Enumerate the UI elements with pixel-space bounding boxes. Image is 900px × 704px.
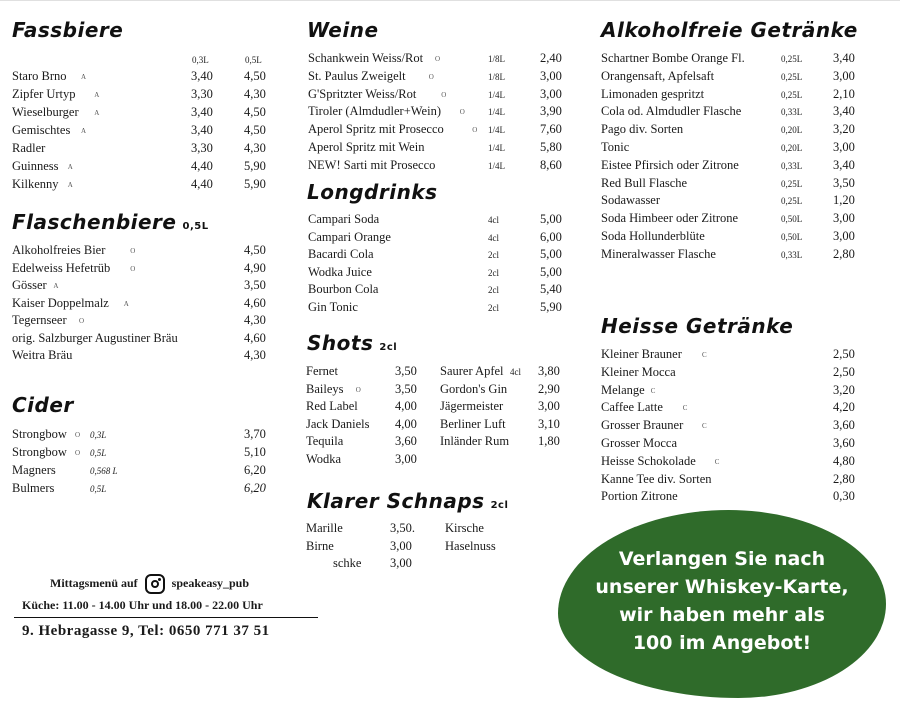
price-0-5l: 5,90 xyxy=(244,159,266,173)
shots-row xyxy=(440,399,565,417)
price: 6,20 xyxy=(244,463,266,477)
item-name: Jägermeister xyxy=(440,399,504,414)
size: 0,50L xyxy=(781,232,803,242)
item-name: Schartner Bombe Orange Fl. xyxy=(601,51,745,65)
alkoholfrei-row xyxy=(601,122,861,140)
alkoholfrei-row xyxy=(601,229,861,247)
item-name: schke xyxy=(333,556,362,571)
price: 3,40 xyxy=(833,157,855,172)
alkoholfrei-row xyxy=(601,140,861,158)
address-phone: 9. Hebragasse 9, Tel: 0650 771 37 51 xyxy=(22,623,270,639)
price: 1,80 xyxy=(538,434,560,449)
size: 4cl xyxy=(488,215,499,225)
weine-title: Weine xyxy=(307,18,379,42)
heisse-row xyxy=(601,454,861,472)
price-0-3l: 3,30 xyxy=(191,141,213,155)
item-name: Magners xyxy=(12,463,56,477)
item-name: Tonic xyxy=(601,140,630,154)
price-0-3l: 3,40 xyxy=(191,105,213,119)
price: 3,00 xyxy=(833,68,855,83)
top-border xyxy=(0,0,900,1)
price-0-3l: 3,40 xyxy=(191,123,213,137)
price: 3,60 xyxy=(395,434,417,449)
allergen-mark: O xyxy=(130,247,136,255)
item-name: Mineralwasser Flasche xyxy=(601,246,716,261)
flaschenbiere-row xyxy=(12,243,272,261)
price: 3,00 xyxy=(540,68,562,83)
price: 3,80 xyxy=(538,364,560,378)
price: 3,60 xyxy=(833,436,855,450)
item-name: Bacardi Cola xyxy=(308,247,374,262)
item-name: Heisse Schokolade xyxy=(601,453,696,468)
allergen-mark: C xyxy=(702,351,707,359)
flaschenbiere-row xyxy=(12,278,272,296)
item-name: Soda Himbeer oder Zitrone xyxy=(601,211,739,226)
shots-row xyxy=(306,452,421,470)
price: 3,00 xyxy=(833,140,855,154)
shots-row xyxy=(440,434,565,452)
item-name: Wodka Juice xyxy=(308,264,372,279)
shots-row xyxy=(440,364,565,382)
allergen-mark: O xyxy=(428,72,434,81)
size: 1/8L xyxy=(488,71,505,82)
cider-row xyxy=(12,427,272,445)
allergen-mark: A xyxy=(94,91,100,99)
price: 2,50 xyxy=(833,364,855,379)
size: 0,25L xyxy=(781,71,803,82)
price-0-5l: 4,50 xyxy=(244,123,266,137)
price: 4,60 xyxy=(244,330,266,345)
price: 3,70 xyxy=(244,427,266,441)
item-name: Orangensaft, Apfelsaft xyxy=(601,68,715,83)
item-name: Soda Hollunderblüte xyxy=(601,229,705,243)
alkoholfrei-row xyxy=(601,247,861,265)
price: 3,00 xyxy=(833,211,855,226)
item-name: Gin Tonic xyxy=(308,300,358,314)
allergen-mark: A xyxy=(123,299,129,308)
item-name: Grosser Mocca xyxy=(601,436,678,450)
item-name: Aperol Spritz mit Prosecco xyxy=(308,122,444,137)
size: 0,20L xyxy=(781,143,803,153)
item-name: Saurer Apfel xyxy=(440,364,504,378)
size: 0,5L xyxy=(90,484,107,494)
flaschenbiere-row xyxy=(12,348,272,366)
price: 3,00 xyxy=(538,399,560,414)
size: 0,20L xyxy=(781,125,803,136)
item-name: Bourbon Cola xyxy=(308,282,379,297)
price: 3,40 xyxy=(833,51,855,65)
size: 0,3L xyxy=(90,430,107,440)
allergen-mark: A xyxy=(67,163,73,171)
fassbiere-row xyxy=(12,69,272,87)
weine-row xyxy=(308,87,568,105)
allergen-mark: A xyxy=(81,127,87,135)
alkoholfrei-row xyxy=(601,158,861,176)
item-name: orig. Salzburger Augustiner Bräu xyxy=(12,330,178,345)
whiskey-promo-text xyxy=(558,545,886,657)
alkoholfrei-row xyxy=(601,193,861,211)
size: 1/4L xyxy=(488,160,505,171)
item-name: Edelweiss Hefetrüb xyxy=(12,260,111,275)
item-name: Kleiner Brauner xyxy=(601,347,682,361)
price: 4,30 xyxy=(244,348,266,362)
item-name: Birne xyxy=(306,538,334,553)
item-name: Red Label xyxy=(306,399,358,414)
item-name: Strongbow xyxy=(12,445,67,459)
price-0-3l: 3,40 xyxy=(191,69,213,83)
item-name: Gemischtes xyxy=(12,123,71,137)
item-name: Tegernseer xyxy=(12,313,67,327)
item-name: Weitra Bräu xyxy=(12,348,73,362)
item-name: Fernet xyxy=(306,364,338,378)
weine-row xyxy=(308,158,568,176)
heisse-row xyxy=(601,472,861,490)
size: 0,5L xyxy=(90,448,107,458)
item-name: Radler xyxy=(12,141,46,155)
longdrinks-row xyxy=(308,282,568,300)
weine-row xyxy=(308,51,568,69)
price: 2,10 xyxy=(833,86,855,101)
footer-divider xyxy=(14,617,318,618)
longdrinks-row xyxy=(308,247,568,265)
item-name: St. Paulus Zweigelt xyxy=(308,68,406,83)
heisse-row xyxy=(601,489,861,507)
shots-title: Shots 2cl xyxy=(307,331,398,355)
item-name: Portion Zitrone xyxy=(601,489,678,504)
allergen-mark: C xyxy=(714,457,720,466)
allergen-mark: A xyxy=(67,181,73,189)
price: 0,30 xyxy=(833,489,855,504)
shots-row xyxy=(306,382,421,400)
instagram-handle[interactable]: speakeasy_pub xyxy=(171,575,250,590)
price: 3,00 xyxy=(395,452,417,466)
price: 6,20 xyxy=(244,481,266,495)
price-0-3l: 4,40 xyxy=(191,159,213,173)
size: 1/4L xyxy=(488,89,505,100)
price: 5,90 xyxy=(540,300,562,314)
fassbiere-col1-header: 0,3L xyxy=(192,55,209,65)
size: 0,33L xyxy=(781,107,803,118)
size: 0,33L xyxy=(781,249,803,260)
price: 5,80 xyxy=(540,140,562,154)
price: 2,40 xyxy=(540,51,562,65)
flaschenbiere-row xyxy=(12,261,272,279)
fassbiere-title: Fassbiere xyxy=(12,18,124,42)
shots-row xyxy=(306,399,421,417)
cider-row xyxy=(12,481,272,499)
cider-row xyxy=(12,445,272,463)
allergen-mark: A xyxy=(81,73,87,81)
price: 3,50 xyxy=(833,175,855,190)
item-name: Kaiser Doppelmalz xyxy=(12,295,109,310)
size: 0,25L xyxy=(781,178,803,189)
item-name: Schankwein Weiss/Rot xyxy=(308,51,424,65)
price: 4,30 xyxy=(244,313,266,327)
flaschenbiere-title: Flaschenbiere 0,5L xyxy=(12,210,209,234)
fassbiere-row xyxy=(12,159,272,177)
price: 4,80 xyxy=(833,453,855,468)
item-name: Gösser xyxy=(12,278,47,292)
allergen-mark: O xyxy=(130,264,136,273)
item-name: Eistee Pfirsich oder Zitrone xyxy=(601,157,739,172)
price: 2,50 xyxy=(833,347,855,361)
heisse-row xyxy=(601,418,861,436)
size: 0,33L xyxy=(781,160,803,171)
lunch-menu-label: Mittagsmenü auf xyxy=(50,575,138,590)
item-name: Staro Brno xyxy=(12,69,67,83)
alkoholfrei-title: Alkoholfreie Getränke xyxy=(601,18,858,42)
size: 1/4L xyxy=(488,125,505,136)
heisse-row xyxy=(601,365,861,383)
weine-row xyxy=(308,104,568,122)
heisse-title: Heisse Getränke xyxy=(601,314,794,338)
cider-title: Cider xyxy=(12,393,74,417)
size: 0,50L xyxy=(781,214,803,225)
item-name: Wieselburger xyxy=(12,105,79,119)
kitchen-hours: Küche: 11.00 - 14.00 Uhr und 18.00 - 22.00 Uhr xyxy=(22,598,263,612)
item-name: Pago div. Sorten xyxy=(601,122,684,137)
price: 3,20 xyxy=(833,382,855,397)
longdrinks-row xyxy=(308,212,568,230)
shots-row xyxy=(306,364,421,382)
price: 8,60 xyxy=(540,157,562,172)
allergen-mark: C xyxy=(702,422,707,431)
lunch-menu-line xyxy=(50,574,249,594)
allergen-mark: C xyxy=(682,404,688,413)
price: 4,50 xyxy=(244,243,266,257)
price: 3,10 xyxy=(538,416,560,431)
price: 5,10 xyxy=(244,445,266,459)
price: 3,50 xyxy=(395,381,417,396)
item-name: NEW! Sarti mit Prosecco xyxy=(308,157,436,172)
item-name: Zipfer Urtyp xyxy=(12,87,76,101)
item-name: Kilkenny xyxy=(12,177,59,191)
item-name: Sodawasser xyxy=(601,193,661,208)
size: 1/4L xyxy=(488,143,505,153)
item-name: Inländer Rum xyxy=(440,434,510,449)
price: 3,20 xyxy=(833,122,855,137)
whiskey-line-2: unserer Whiskey-Karte, xyxy=(595,576,849,598)
heisse-row xyxy=(601,400,861,418)
fassbiere-row xyxy=(12,141,272,159)
allergen-mark: O xyxy=(75,431,81,439)
fassbiere-row xyxy=(12,177,272,195)
item-name: Tequila xyxy=(306,434,344,449)
price-0-5l: 4,30 xyxy=(244,87,266,101)
item-name: Berliner Luft xyxy=(440,416,506,431)
price-0-5l: 4,30 xyxy=(244,141,266,155)
price: 3,50. xyxy=(390,521,415,535)
item-name: Limonaden gespritzt xyxy=(601,86,705,101)
item-name: Melange xyxy=(601,382,645,397)
alkoholfrei-row xyxy=(601,69,861,87)
allergen-mark: O xyxy=(79,317,85,325)
item-name: Caffee Latte xyxy=(601,400,663,415)
longdrinks-row xyxy=(308,300,568,318)
allergen-mark: O xyxy=(459,108,465,117)
item-name: Grosser Brauner xyxy=(601,418,684,433)
item-name: Jack Daniels xyxy=(306,416,370,431)
flaschenbiere-row xyxy=(12,296,272,314)
alkoholfrei-row xyxy=(601,51,861,69)
price: 3,50 xyxy=(244,278,266,292)
size: 2cl xyxy=(488,250,499,261)
price-0-3l: 3,30 xyxy=(191,87,213,101)
item-name: Campari Orange xyxy=(308,229,391,244)
item-name: Tiroler (Almdudler+Wein) xyxy=(308,104,441,119)
price: 3,90 xyxy=(540,104,562,119)
item-name: Gordon's Gin xyxy=(440,381,508,396)
price: 2,80 xyxy=(833,471,855,486)
size: 2cl xyxy=(488,303,499,313)
price: 5,00 xyxy=(540,264,562,279)
price-0-5l: 4,50 xyxy=(244,105,266,119)
shots-row xyxy=(440,382,565,400)
weine-row xyxy=(308,140,568,158)
allergen-mark: O xyxy=(441,90,447,99)
heisse-row xyxy=(601,436,861,454)
heisse-row xyxy=(601,347,861,365)
price: 4,90 xyxy=(244,260,266,275)
whiskey-line-3: wir haben mehr als xyxy=(619,604,825,626)
size: 1/8L xyxy=(488,54,505,64)
item-name: Kleiner Mocca xyxy=(601,364,676,379)
allergen-mark: O xyxy=(435,55,441,63)
item-name: Kanne Tee div. Sorten xyxy=(601,471,712,486)
schnaps-row xyxy=(306,556,536,574)
price: 3,00 xyxy=(390,556,412,571)
item-name: Guinness xyxy=(12,159,59,173)
longdrinks-row xyxy=(308,230,568,248)
price: 1,20 xyxy=(833,193,855,208)
allergen-mark: O xyxy=(472,126,478,135)
price: 4,00 xyxy=(395,416,417,431)
size: 2cl xyxy=(488,285,499,296)
price: 3,50 xyxy=(395,364,417,378)
shots-row xyxy=(306,434,421,452)
price: 3,00 xyxy=(390,538,412,553)
instagram-icon xyxy=(145,574,165,594)
fassbiere-row xyxy=(12,87,272,105)
fassbiere-row xyxy=(12,123,272,141)
item-name: Aperol Spritz mit Wein xyxy=(308,140,425,154)
fassbiere-row xyxy=(12,105,272,123)
item-name: Strongbow xyxy=(12,427,67,441)
size: 4cl xyxy=(510,367,521,377)
whiskey-line-4: 100 im Angebot! xyxy=(632,632,812,654)
size: 2cl xyxy=(488,267,499,278)
shots-row xyxy=(440,417,565,435)
size: 4cl xyxy=(488,232,499,243)
size: 0,25L xyxy=(781,196,803,207)
alkoholfrei-row xyxy=(601,176,861,194)
price-0-5l: 5,90 xyxy=(244,177,266,191)
size: 0,25L xyxy=(781,89,803,100)
price: 3,40 xyxy=(833,104,855,119)
price: 2,80 xyxy=(833,246,855,261)
price: 2,90 xyxy=(538,381,560,396)
item-name: Bulmers xyxy=(12,481,55,495)
longdrinks-row xyxy=(308,265,568,283)
price: 5,00 xyxy=(540,247,562,262)
price: 5,00 xyxy=(540,212,562,226)
item-name: Baileys xyxy=(306,381,344,396)
price: 3,00 xyxy=(540,86,562,101)
allergen-mark: A xyxy=(53,282,59,290)
item-name-2: Haselnuss xyxy=(445,538,496,553)
schnaps-row xyxy=(306,539,536,557)
item-name: Wodka xyxy=(306,452,342,466)
item-name: G'Spritzter Weiss/Rot xyxy=(308,86,417,101)
price: 4,60 xyxy=(244,295,266,310)
alkoholfrei-row xyxy=(601,104,861,122)
schnaps-row xyxy=(306,521,536,539)
price-0-5l: 4,50 xyxy=(244,69,266,83)
schnaps-title: Klarer Schnaps 2cl xyxy=(307,489,509,513)
allergen-mark: O xyxy=(75,449,81,457)
price: 4,00 xyxy=(395,399,417,414)
allergen-mark: C xyxy=(650,386,656,395)
heisse-row xyxy=(601,383,861,401)
item-name: Alkoholfreies Bier xyxy=(12,243,106,257)
price-0-3l: 4,40 xyxy=(191,177,213,191)
price: 7,60 xyxy=(540,122,562,137)
whiskey-line-1: Verlangen Sie nach xyxy=(618,548,826,570)
item-name-2: Kirsche xyxy=(445,521,484,535)
allergen-mark: A xyxy=(94,109,100,117)
weine-row xyxy=(308,122,568,140)
flaschenbiere-row xyxy=(12,313,272,331)
weine-row xyxy=(308,69,568,87)
longdrinks-title: Longdrinks xyxy=(307,180,438,204)
alkoholfrei-row xyxy=(601,211,861,229)
item-name: Campari Soda xyxy=(308,212,380,226)
item-name: Marille xyxy=(306,521,343,535)
cider-row xyxy=(12,463,272,481)
size: 0,568 L xyxy=(90,466,118,476)
price: 5,40 xyxy=(540,282,562,297)
allergen-mark: O xyxy=(355,385,361,394)
price: 4,20 xyxy=(833,400,855,415)
flaschenbiere-row xyxy=(12,331,272,349)
size: 0,25L xyxy=(781,54,803,64)
alkoholfrei-row xyxy=(601,87,861,105)
size: 1/4L xyxy=(488,107,505,118)
item-name: Cola od. Almdudler Flasche xyxy=(601,104,742,119)
price: 3,60 xyxy=(833,418,855,433)
item-name: Red Bull Flasche xyxy=(601,175,688,190)
shots-row xyxy=(306,417,421,435)
price: 6,00 xyxy=(540,229,562,244)
fassbiere-col2-header: 0,5L xyxy=(245,55,262,65)
price: 3,00 xyxy=(833,229,855,243)
